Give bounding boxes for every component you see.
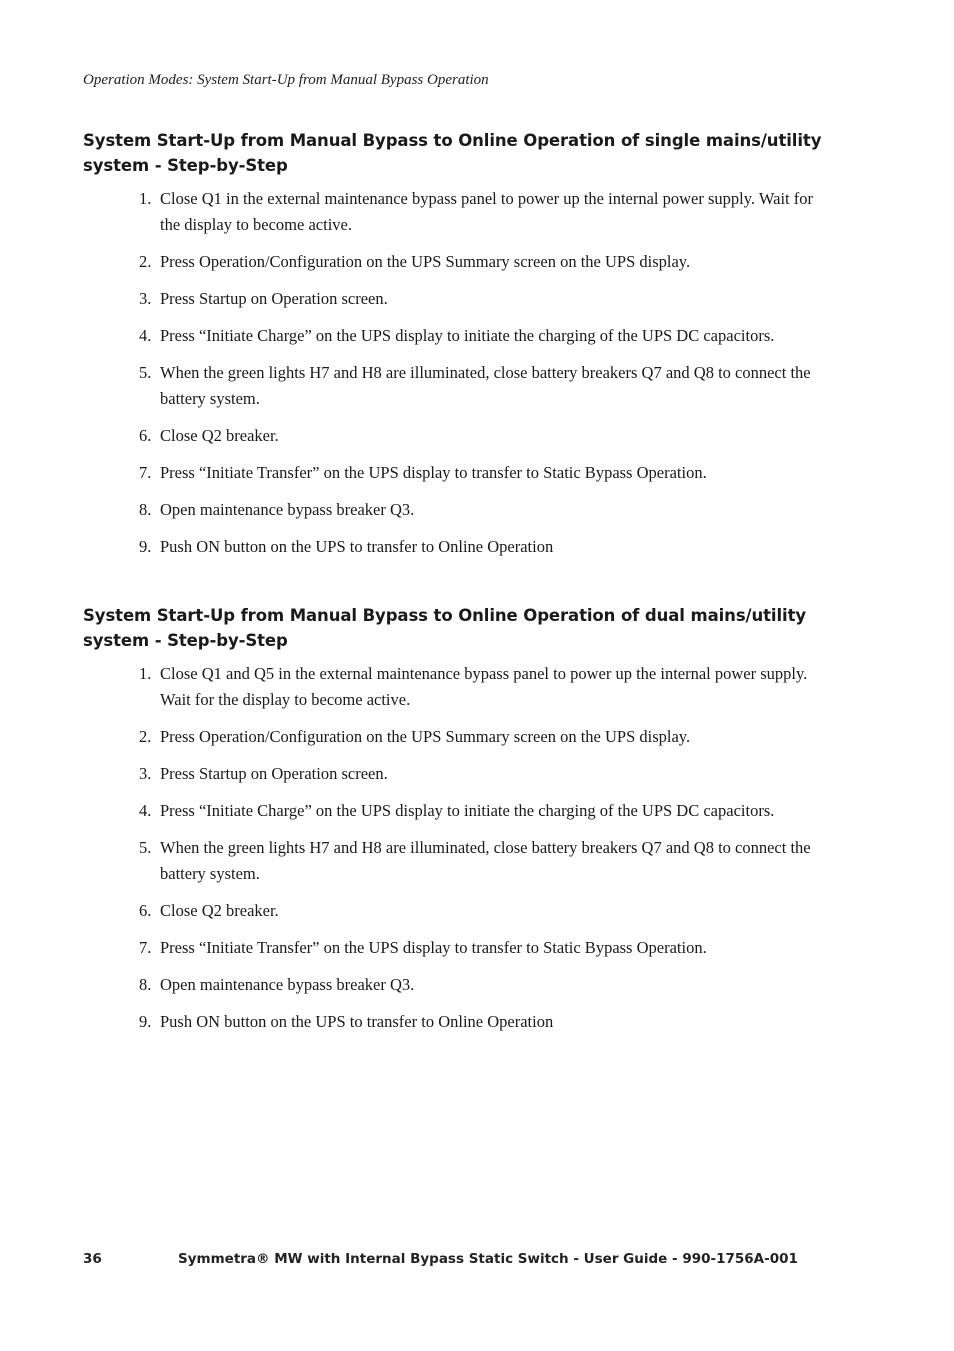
step-number: 4. bbox=[139, 801, 152, 820]
step-text: Press “Initiate Charge” on the UPS display to initiate the charging of the UPS DC capacitors. bbox=[160, 326, 775, 345]
step-text: Open maintenance bypass breaker Q3. bbox=[160, 975, 415, 994]
list-item bbox=[83, 661, 843, 713]
step-number: 8. bbox=[139, 500, 152, 519]
list-item bbox=[83, 898, 843, 924]
step-text: Press Startup on Operation screen. bbox=[160, 289, 388, 308]
step-number: 7. bbox=[139, 938, 152, 957]
section-title: System Start-Up from Manual Bypass to Online Operation of dual mains/utility system - Step-by-Step bbox=[83, 606, 807, 650]
step-list bbox=[83, 186, 843, 560]
step-number: 7. bbox=[139, 463, 152, 482]
section-dual-mains bbox=[83, 603, 843, 1046]
step-text: Press Operation/Configuration on the UPS Summary screen on the UPS display. bbox=[160, 252, 691, 271]
step-list bbox=[83, 661, 843, 1035]
step-number: 6. bbox=[139, 901, 152, 920]
list-item bbox=[83, 835, 843, 887]
list-item bbox=[83, 1009, 843, 1035]
list-item bbox=[83, 761, 843, 787]
list-item bbox=[83, 935, 843, 961]
section-single-mains bbox=[83, 128, 843, 571]
step-text: Press Startup on Operation screen. bbox=[160, 764, 388, 783]
list-item bbox=[83, 286, 843, 312]
step-number: 3. bbox=[139, 289, 152, 308]
step-number: 6. bbox=[139, 426, 152, 445]
section-title: System Start-Up from Manual Bypass to Online Operation of single mains/utility system - Step-by-Step bbox=[83, 131, 822, 175]
step-text: Press “Initiate Transfer” on the UPS display to transfer to Static Bypass Operation. bbox=[160, 463, 707, 482]
list-item bbox=[83, 249, 843, 275]
step-number: 5. bbox=[139, 838, 152, 857]
list-item bbox=[83, 972, 843, 998]
list-item bbox=[83, 534, 843, 560]
step-number: 2. bbox=[139, 252, 152, 271]
page-number: 36 bbox=[83, 1251, 102, 1267]
list-item bbox=[83, 724, 843, 750]
step-text: Push ON button on the UPS to transfer to Online Operation bbox=[160, 537, 554, 556]
step-text: Open maintenance bypass breaker Q3. bbox=[160, 500, 415, 519]
list-item bbox=[83, 360, 843, 412]
step-number: 3. bbox=[139, 764, 152, 783]
step-number: 5. bbox=[139, 363, 152, 382]
step-text: Close Q1 in the external maintenance bypass panel to power up the internal power supply. Wait for the display to become active. bbox=[160, 189, 813, 234]
step-number: 9. bbox=[139, 1012, 152, 1031]
step-number: 9. bbox=[139, 537, 152, 556]
step-text: When the green lights H7 and H8 are illuminated, close battery breakers Q7 and Q8 to connect the battery system. bbox=[160, 838, 811, 883]
step-number: 2. bbox=[139, 727, 152, 746]
list-item bbox=[83, 323, 843, 349]
step-text: Close Q2 breaker. bbox=[160, 901, 279, 920]
step-number: 4. bbox=[139, 326, 152, 345]
footer-doc-title: Symmetra® MW with Internal Bypass Static Switch - User Guide - 990-1756A-001 bbox=[178, 1251, 798, 1267]
step-number: 1. bbox=[139, 189, 152, 208]
list-item bbox=[83, 798, 843, 824]
step-text: Press “Initiate Charge” on the UPS display to initiate the charging of the UPS DC capacitors. bbox=[160, 801, 775, 820]
step-number: 1. bbox=[139, 664, 152, 683]
step-text: Close Q2 breaker. bbox=[160, 426, 279, 445]
step-text: Push ON button on the UPS to transfer to Online Operation bbox=[160, 1012, 554, 1031]
step-text: Press Operation/Configuration on the UPS Summary screen on the UPS display. bbox=[160, 727, 691, 746]
step-number: 8. bbox=[139, 975, 152, 994]
list-item bbox=[83, 423, 843, 449]
list-item bbox=[83, 460, 843, 486]
list-item bbox=[83, 497, 843, 523]
step-text: Press “Initiate Transfer” on the UPS display to transfer to Static Bypass Operation. bbox=[160, 938, 707, 957]
list-item bbox=[83, 186, 843, 238]
step-text: When the green lights H7 and H8 are illuminated, close battery breakers Q7 and Q8 to connect the battery system. bbox=[160, 363, 811, 408]
running-header: Operation Modes: System Start-Up from Manual Bypass Operation bbox=[83, 72, 489, 88]
step-text: Close Q1 and Q5 in the external maintenance bypass panel to power up the internal power supply. Wait for the display to become active. bbox=[160, 664, 808, 709]
